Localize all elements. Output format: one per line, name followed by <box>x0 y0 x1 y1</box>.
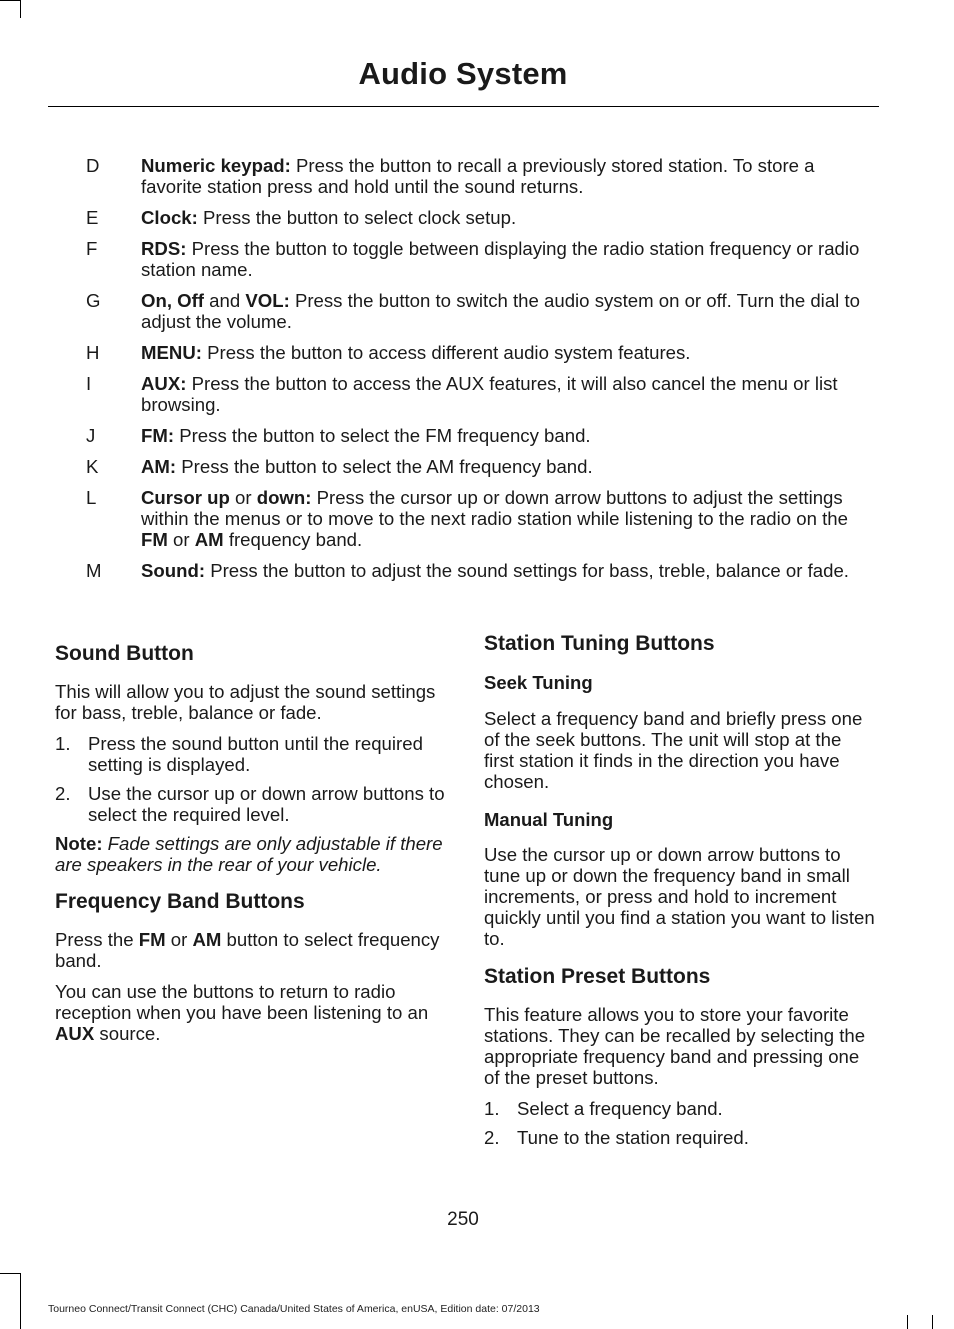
text-run-bold: FM <box>138 929 166 950</box>
key-item <box>48 487 878 550</box>
text-run: or <box>229 487 257 508</box>
frequency-band-heading: Frequency Band Buttons <box>55 890 305 913</box>
text-run: and <box>204 290 246 311</box>
key-item <box>48 425 878 446</box>
note-text: Fade settings are only adjustable if there are speakers in the rear of your vehicle. <box>55 833 443 875</box>
key-label: Clock: <box>141 207 198 228</box>
key-item <box>48 560 878 581</box>
key-item <box>48 238 878 280</box>
key-label: AUX: <box>141 373 187 394</box>
key-description <box>141 290 878 332</box>
text-run-bold: AM <box>192 929 222 950</box>
text-run: Press the button to access different audio system features. <box>201 342 691 363</box>
frequency-paragraph-1 <box>55 929 447 971</box>
text-run: Press the button to select clock setup. <box>197 207 517 228</box>
key-description <box>141 155 878 197</box>
key-letter: G <box>86 290 101 311</box>
text-run: or <box>167 529 195 550</box>
station-preset-heading: Station Preset Buttons <box>484 965 711 988</box>
text-run: Press the button to toggle between displaying the radio station frequency or radio station name. <box>141 238 860 280</box>
step-text: Tune to the station required. <box>517 1127 749 1148</box>
sound-button-intro: This will allow you to adjust the sound settings for bass, treble, balance or fade. <box>55 681 436 723</box>
key-label: Numeric keypad: <box>141 155 291 176</box>
key-item <box>48 207 878 228</box>
text-run: Press the button to switch the audio system on or off. Turn the dial to adjust the volume. <box>141 290 860 332</box>
footer-text: Tourneo Connect/Transit Connect (CHC) Canada/United States of America, enUSA, Edition date: 07/2013 <box>48 1303 540 1315</box>
key-label: FM: <box>141 425 175 446</box>
crop-mark <box>20 1273 21 1329</box>
key-description <box>141 560 878 581</box>
note-label: Note: <box>55 833 103 854</box>
crop-mark <box>0 1273 20 1274</box>
key-label: AM: <box>141 456 177 477</box>
crop-mark <box>932 1315 933 1329</box>
text-run-bold: AUX <box>55 1023 95 1044</box>
control-key-list <box>48 155 878 591</box>
key-description <box>141 238 878 280</box>
key-description <box>141 487 878 550</box>
key-item <box>48 373 878 415</box>
station-tuning-heading: Station Tuning Buttons <box>484 632 715 655</box>
key-description <box>141 373 878 415</box>
key-label: Sound: <box>141 560 206 581</box>
list-item <box>484 1127 876 1148</box>
crop-mark <box>20 0 21 18</box>
manual-tuning-text: Use the cursor up or down arrow buttons to tune up or down the frequency band in small increments, or press and hold to increment quickly until you find a station you want to listen to. <box>484 844 875 949</box>
text-run: or <box>165 929 193 950</box>
key-letter: K <box>86 456 99 477</box>
text-run: Press the <box>55 929 139 950</box>
step-number: 2. <box>55 783 71 804</box>
key-letter: L <box>86 487 97 508</box>
text-run: Press the cursor up or down arrow buttons to adjust the settings within the menus or to move to the next radio station while listening to the radio on the <box>141 487 848 529</box>
step-number: 1. <box>484 1098 500 1119</box>
key-description <box>141 456 878 477</box>
key-label: AM <box>194 529 224 550</box>
text-run: Press the button to select the FM frequency band. <box>174 425 591 446</box>
page-title: Audio System <box>358 56 568 91</box>
key-item <box>48 155 878 197</box>
text-run: Press the button to access the AUX features, it will also cancel the menu or list browsing. <box>141 373 838 415</box>
step-text: Select a frequency band. <box>517 1098 723 1119</box>
key-item <box>48 290 878 332</box>
step-text: Press the sound button until the required setting is displayed. <box>88 733 423 775</box>
list-item <box>55 733 447 775</box>
text-run: You can use the buttons to return to radio reception when you have been listening to an <box>55 981 429 1023</box>
manual-tuning-heading: Manual Tuning <box>484 809 614 830</box>
step-number: 2. <box>484 1127 500 1148</box>
key-description <box>141 425 878 446</box>
text-run: source. <box>94 1023 161 1044</box>
page-number: 250 <box>447 1209 479 1230</box>
key-letter: J <box>86 425 96 446</box>
crop-mark <box>0 0 20 1</box>
key-letter: M <box>86 560 102 581</box>
seek-tuning-text: Select a frequency band and briefly press one of the seek buttons. The unit will stop at the first station it finds in the direction you have chosen. <box>484 708 863 792</box>
key-letter: H <box>86 342 100 363</box>
key-label: On, Off <box>141 290 204 311</box>
text-run: frequency band. <box>223 529 363 550</box>
key-label: MENU: <box>141 342 202 363</box>
step-number: 1. <box>55 733 71 754</box>
key-label: FM <box>141 529 168 550</box>
text-run: Press the button to recall a previously stored station. To store a favorite station press and hold until the sound returns. <box>141 155 815 197</box>
key-description <box>141 342 878 363</box>
list-item <box>55 783 447 825</box>
crop-mark <box>907 1315 908 1329</box>
key-label: RDS: <box>141 238 187 259</box>
list-item <box>484 1098 876 1119</box>
key-item <box>48 342 878 363</box>
key-letter: D <box>86 155 100 176</box>
key-letter: I <box>86 373 92 394</box>
key-label: down: <box>256 487 312 508</box>
text-run: Press the button to select the AM frequency band. <box>176 456 593 477</box>
key-label: Cursor up <box>141 487 230 508</box>
header-divider <box>48 106 879 107</box>
text-run: Press the button to adjust the sound settings for bass, treble, balance or fade. <box>205 560 849 581</box>
key-description <box>141 207 878 228</box>
station-preset-text: This feature allows you to store your favorite stations. They can be recalled by selecting the appropriate frequency band and pressing one of the preset buttons. <box>484 1004 866 1088</box>
sound-button-heading: Sound Button <box>55 642 194 665</box>
seek-tuning-heading: Seek Tuning <box>484 672 593 693</box>
key-label: VOL: <box>245 290 290 311</box>
note <box>55 833 450 875</box>
key-letter: F <box>86 238 98 259</box>
key-item <box>48 456 878 477</box>
frequency-paragraph-2 <box>55 981 447 1044</box>
step-text: Use the cursor up or down arrow buttons to select the required level. <box>88 783 445 825</box>
key-letter: E <box>86 207 99 228</box>
text-run: button to select frequency band. <box>55 929 440 971</box>
